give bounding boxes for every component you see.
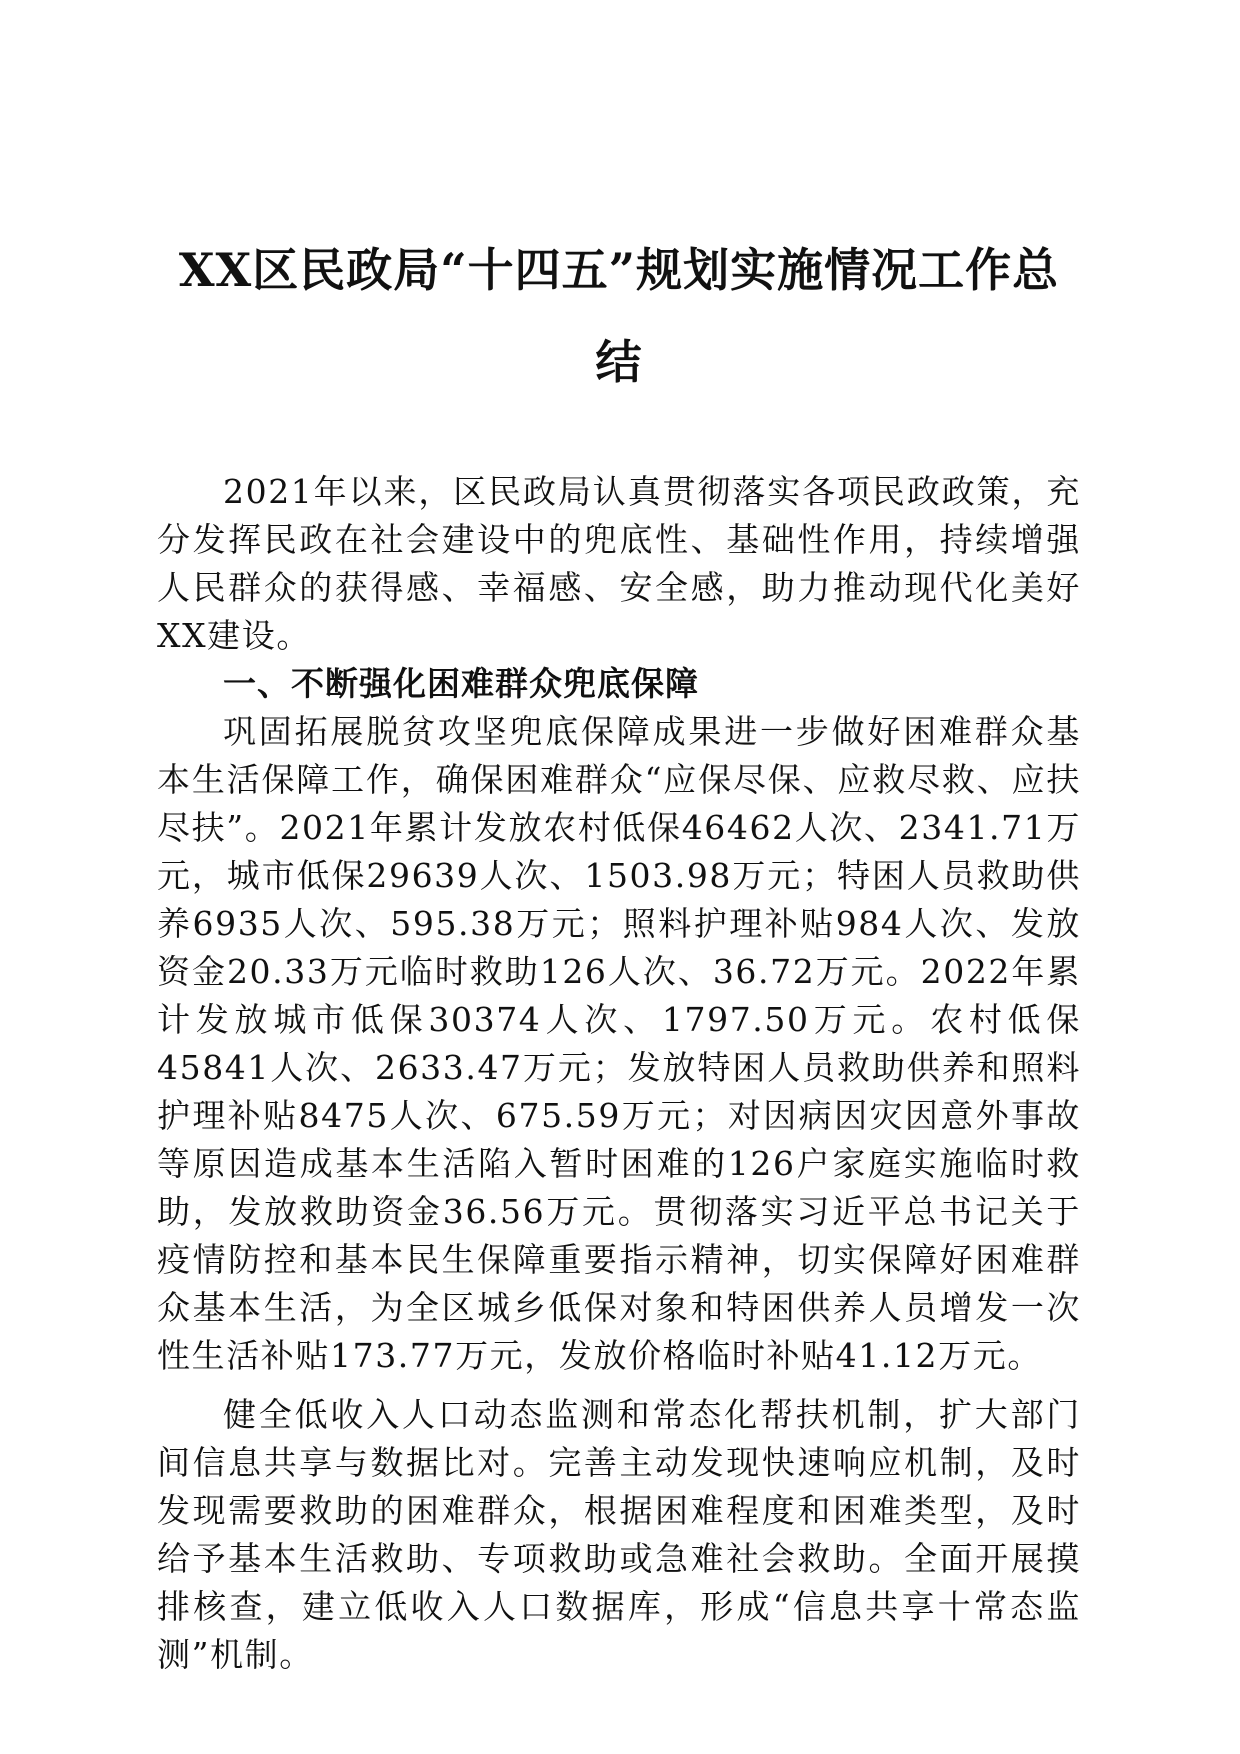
document-title: XX区民政局“十四五”规划实施情况工作总结 [178, 243, 1060, 389]
intro-paragraph: 2021年以来，区民政局认真贯彻落实各项民政政策，充分发挥民政在社会建设中的兜底性、基础性作用，持续增强人民群众的获得感、幸福感、安全感，助力推动现代化美好XX建设。 [157, 472, 1081, 655]
section-1-paragraph-2: 健全低收入人口动态监测和常态化帮扶机制，扩大部门间信息共享与数据比对。完善主动发现快速响应机制，及时发现需要救助的困难群众，根据困难程度和困难类型，及时给予基本生活救助、专项救助或急难社会救助。全面开展摸排核查，建立低收入人口数据库，形成“信息共享十常态监测”机制。 [157, 1395, 1081, 1674]
section-1-paragraph-1: 巩固拓展脱贫攻坚兜底保障成果进一步做好困难群众基本生活保障工作，确保困难群众“应保尽保、应救尽救、应扶尽扶”。2021年累计发放农村低保46462人次、2341.71万元，城市低保29639人次、1503.98万元；特困人员救助供养6935人次、595.38万元；照料护理补贴984人次、发放资金20.33万元临时救助126人次、36.72万元。2022年累计发放城市低保30374人次、1797.50万元。农村低保45841人次、2633.47万元；发放特困人员救助供养和照料护理补贴8475人次、675.59万元；对因病因灾因意外事故等原因造成基本生活陷入暂时困难的126户家庭实施临时救助，发放救助资金36.56万元。贯彻落实习近平总书记关于疫情防控和基本民生保障重要指示精神，切实保障好困难群众基本生活，为全区城乡低保对象和特困供养人员增发一次性生活补贴173.77万元，发放价格临时补贴41.12万元。 [157, 712, 1081, 1375]
document-body [157, 224, 1081, 1679]
section-heading-1: 一、不断强化困难群众兜底保障 [223, 664, 699, 703]
